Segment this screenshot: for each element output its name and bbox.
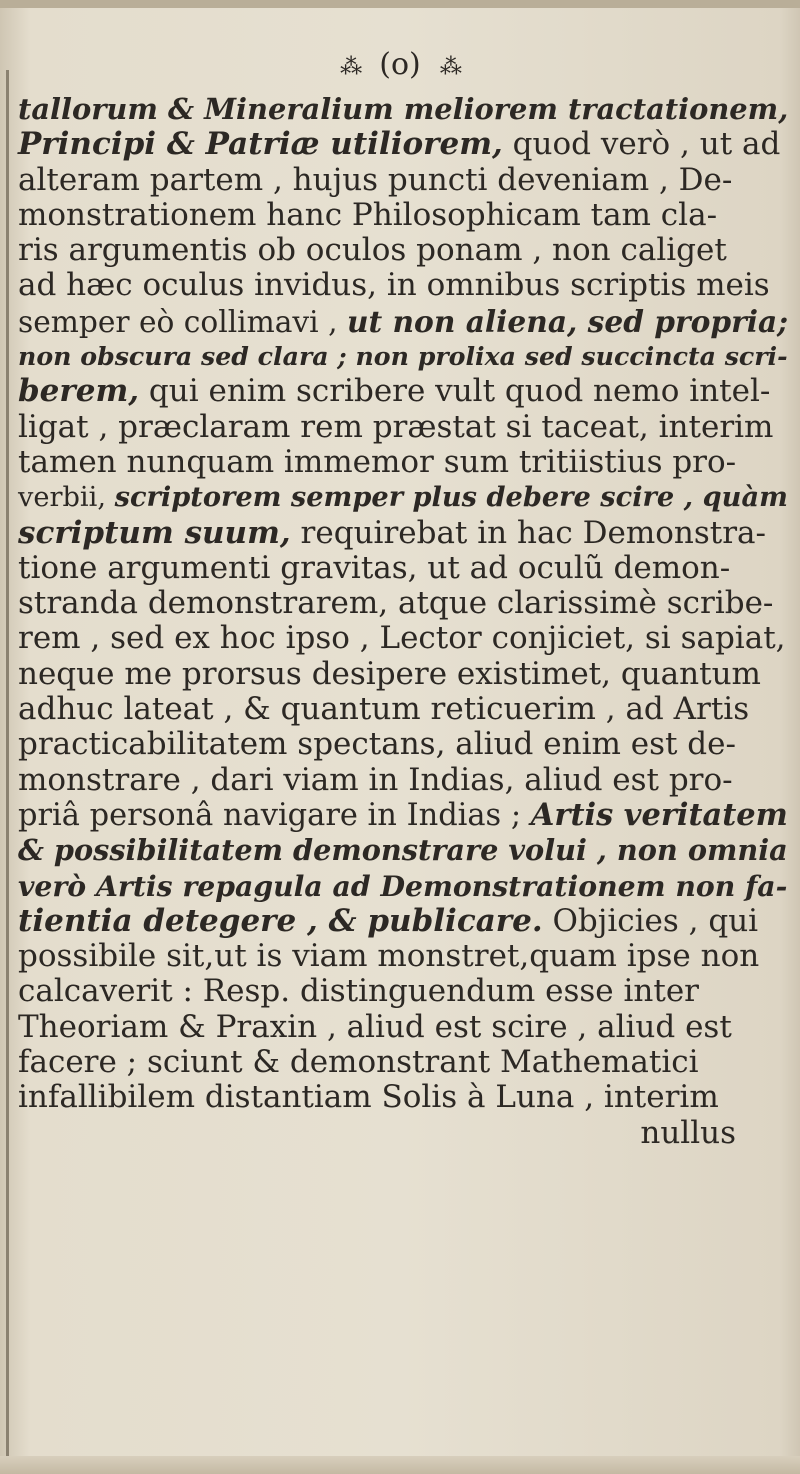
italic-text-run: Principi & Patriæ utiliorem, [18,126,503,163]
text-line [18,904,788,939]
text-run: quod verò , ut ad [502,126,781,163]
text-line [18,127,788,162]
text-line [18,268,788,303]
italic-text-run: tallorum & Mineralium meliorem tractationem, [18,92,789,126]
text-run: monstrationem hanc Philosophicam tam cla- [18,196,718,233]
text-line [18,1045,788,1080]
text-run: qui enim scribere vult quod nemo intel- [139,373,771,410]
text-run: tamen nunquam immemor sum tritiistius pro- [18,443,737,480]
body-text [18,92,788,1151]
text-line [18,974,788,1009]
text-run: adhuc lateat , & quantum reticuerim , ad Artis [18,691,750,728]
text-line [18,869,788,904]
italic-text-run: Artis veritatem [530,796,788,833]
text-run: calcaverit : Resp. distinguendum esse inter [18,973,700,1010]
text-line [18,692,788,727]
text-line [18,763,788,798]
text-run: practicabilitatem spectans, aliud enim est de- [18,726,736,763]
text-run: ris argumentis ob oculos ponam , non caliget [18,232,727,269]
gutter-shadow [6,70,9,1460]
text-run: Objicies , qui [542,902,759,939]
text-run: tione argumenti gravitas, ut ad oculũ demon- [18,549,731,586]
text-line [18,445,788,480]
page-top-edge [0,0,800,8]
text-line [18,410,788,445]
text-run: priâ personâ navigare in Indias ; [18,797,531,833]
text-run: ligat , præclaram rem præstat si taceat, interim [18,408,774,445]
italic-text-run: scriptum suum, [18,514,291,551]
text-line [18,727,788,762]
catchword: nullus [640,1114,736,1151]
text-run: monstrare , dari viam in Indias, aliud est pro- [18,761,733,798]
text-line [18,92,788,127]
text-line [18,163,788,198]
italic-text-run: & possibilitatem demonstrare volui , non omnia [18,833,788,868]
page-header [0,40,800,90]
page-number: (o) [379,47,421,82]
text-line [18,586,788,621]
italic-text-run: tientia detegere , & publicare. [18,902,543,939]
italic-text-run: scriptorem semper plus debere scire , quàm [114,481,788,514]
italic-text-run: ut non aliena, sed propria; [346,303,789,339]
text-run: facere ; sciunt & demonstrant Mathematici [18,1044,699,1081]
italic-text-run: non obscura sed clara ; non prolixa sed succincta scri- [18,341,788,372]
italic-text-run: berem, [18,373,140,410]
text-line [18,198,788,233]
page-bottom-edge [0,1456,800,1474]
italic-text-run: verò Artis repagula ad Demonstrationem non fa- [18,868,788,903]
text-run: neque me prorsus desipere existimet, quantum [18,655,761,692]
text-line [18,939,788,974]
text-line [18,657,788,692]
text-run: ad hæc oculus invidus, in omnibus scriptis meis [18,267,770,304]
text-line [18,480,788,515]
text-run: Theoriam & Praxin , aliud est scire , aliud est [18,1008,732,1045]
ornament-right-icon: ⁂ [439,55,460,80]
text-run: requirebat in hac Demonstra- [290,514,767,551]
text-line [18,551,788,586]
text-run: alteram partem , hujus puncti deveniam , De- [18,161,733,198]
text-run: semper eò collimavi , [18,303,347,339]
text-run: infallibilem distantiam Solis à Luna , interim [18,1079,719,1116]
text-run: possibile sit,ut is viam monstret,quam ipse non [18,938,760,975]
text-line [18,304,788,339]
text-run: rem , sed ex hoc ipso , Lector conjiciet, si sapiat, [18,620,786,657]
ornament-left-icon: ⁂ [340,55,361,80]
text-line [18,374,788,409]
text-run: stranda demonstrarem, atque clarissimè scribe- [18,585,774,622]
text-line [18,233,788,268]
text-line [18,621,788,656]
text-line [18,833,788,868]
text-line [18,798,788,833]
text-line [18,1080,788,1115]
text-line [18,516,788,551]
text-line [18,339,788,374]
text-line [18,1010,788,1045]
text-run: verbii, [18,482,115,514]
